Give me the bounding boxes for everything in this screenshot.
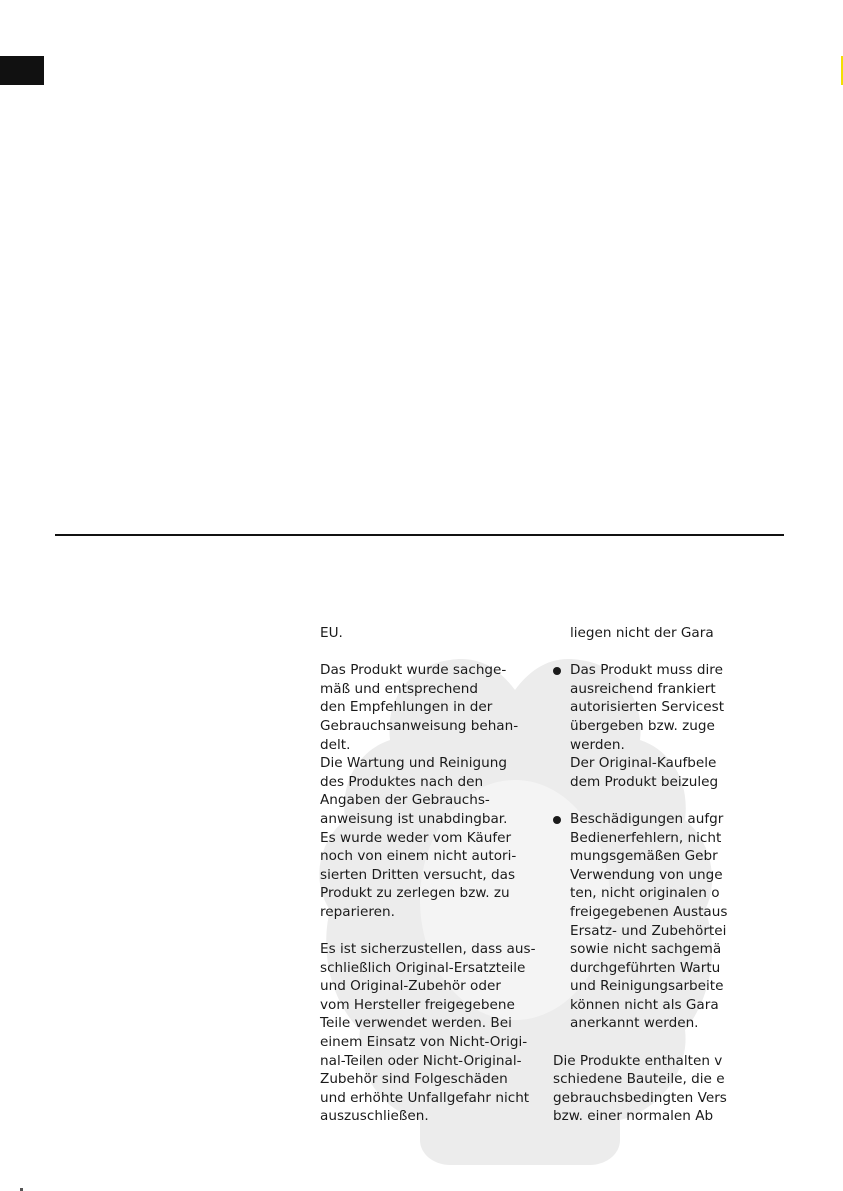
text-line: EU. [320, 625, 343, 641]
text-column-right [553, 624, 843, 1145]
text-line: Die Produkte enthalten v [553, 1052, 723, 1069]
bullet-icon [553, 816, 561, 824]
text-line: werden. [570, 736, 625, 753]
text-line: Ersatz- und Zubehörtei [570, 922, 727, 939]
text-line: mäß und entsprechend [320, 680, 479, 697]
text-line: und erhöhte Unfallgefahr nicht [320, 1089, 530, 1106]
text-line: gebrauchsbedingten Vers [553, 1089, 727, 1106]
bullet-damages [553, 810, 843, 1033]
text-line: sierten Dritten versucht, das [320, 866, 516, 883]
text-line: den Empfehlungen in der [320, 699, 493, 716]
section-tab-marker [0, 56, 44, 85]
text-line: Angaben der Gebrauchs- [320, 792, 490, 809]
text-line: freigegebenen Austaus [570, 903, 728, 920]
bullet-shipping [553, 661, 843, 791]
paragraph-eu [320, 624, 542, 643]
text-line: Gebrauchsanweisung behan- [320, 717, 519, 734]
text-column-left [320, 624, 542, 1145]
text-line: Beschädigungen aufgr [570, 810, 724, 827]
text-line: Es wurde weder vom Käufer [320, 829, 512, 846]
text-line: des Produktes nach den [320, 773, 484, 790]
paragraph-original-parts [320, 940, 542, 1126]
text-line: anerkannt werden. [570, 1015, 699, 1032]
text-line: Bedienerfehlern, nicht [570, 829, 722, 846]
text-line: Produkt zu zerlegen bzw. zu [320, 885, 510, 902]
paragraph-product-handling [320, 661, 542, 921]
text-line: dem Produkt beizuleg [570, 773, 719, 790]
bullet-icon [553, 667, 561, 675]
text-line: auszuschließen. [320, 1108, 429, 1125]
text-line: liegen nicht der Gara [570, 625, 714, 641]
horizontal-rule [55, 534, 784, 536]
text-line: Zubehör sind Folgeschäden [320, 1071, 508, 1088]
text-line: delt. [320, 736, 351, 753]
text-line: reparieren. [320, 903, 395, 920]
text-line: Der Original-Kaufbele [570, 755, 717, 772]
text-line: und Reinigungsarbeite [570, 978, 724, 995]
text-line: Teile verwendet werden. Bei [320, 1015, 512, 1032]
text-line: schließlich Original-Ersatzteile [320, 959, 526, 976]
text-line: nal-Teilen oder Nicht-Original- [320, 1052, 522, 1069]
text-line: autorisierten Servicest [570, 699, 725, 716]
text-line: bzw. einer normalen Ab [553, 1108, 714, 1125]
text-line: Verwendung von unge [570, 866, 723, 883]
text-line: Es ist sicherzustellen, dass aus- [320, 941, 536, 958]
text-line: können nicht als Gara [570, 996, 719, 1013]
text-line: ausreichend frankiert [570, 680, 716, 697]
text-line: Das Produkt muss dire [570, 662, 723, 679]
text-line: durchgeführten Wartu [570, 959, 721, 976]
paragraph-warranty-continuation [553, 624, 843, 643]
text-line: einem Einsatz von Nicht-Origi- [320, 1034, 528, 1051]
paragraph-wear-parts [553, 1052, 843, 1126]
text-line: und Original-Zubehör oder [320, 978, 501, 995]
text-line: anweisung ist unabdingbar. [320, 810, 508, 827]
text-line: Die Wartung und Reinigung [320, 755, 507, 772]
text-line: noch von einem nicht autori- [320, 848, 517, 865]
text-line: schiedene Bauteile, die e [553, 1071, 725, 1088]
text-line: sowie nicht sachgemä [570, 941, 722, 958]
text-line: Das Produkt wurde sachge- [320, 662, 507, 679]
text-line: mungsgemäßen Gebr [570, 848, 718, 865]
text-line: vom Hersteller freigegebene [320, 996, 515, 1013]
text-line: ten, nicht originalen o [570, 885, 720, 902]
text-line: übergeben bzw. zuge [570, 717, 715, 734]
